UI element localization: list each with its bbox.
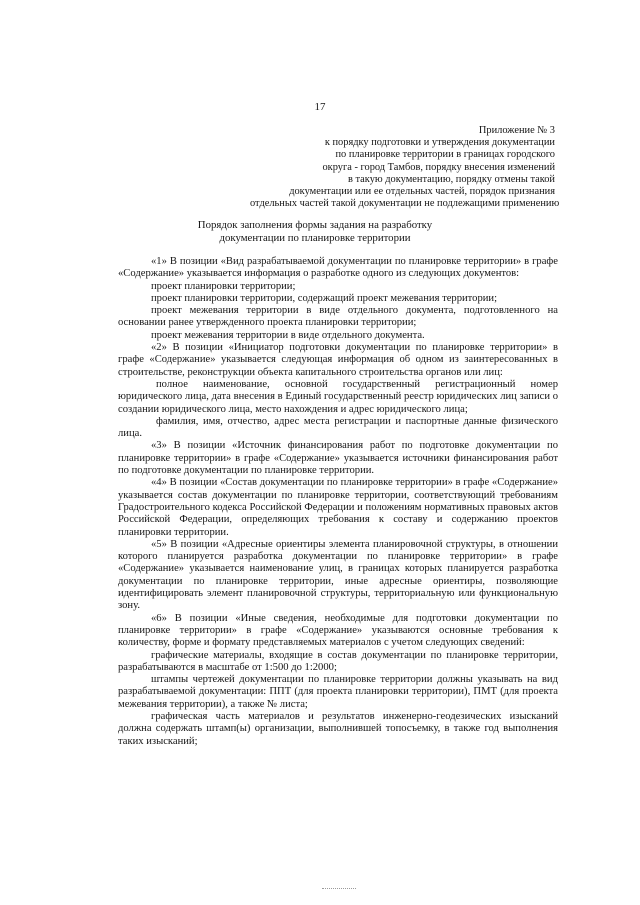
paragraph: «3» В позиции «Источник финансирования работ по подготовке документации по планировке территории» в графе «Содержание» указывается источники финансирования работ по подготовке документации по планировке территории. bbox=[118, 440, 558, 477]
paragraph: проект межевания территории в виде отдельного документа. bbox=[151, 329, 425, 341]
document-body bbox=[118, 256, 558, 748]
paragraph: полное наименование, основной государственный регистрационный номер юридического лица, дата внесения в Единый государственный реестр юридических лиц записи о создании юридического лица, место нахождения и адрес юридического лица; bbox=[118, 378, 558, 415]
paragraph: «1» В позиции «Вид разрабатываемой документации по планировке территории» в графе «Содержание» указывается информация о разработке одного из следующих документов: bbox=[118, 256, 558, 280]
appendix-line: Приложение № 3 bbox=[478, 125, 555, 136]
appendix-line: в такую документацию, порядку отмены такой bbox=[348, 173, 555, 185]
paragraph: «5» В позиции «Адресные ориентиры элемента планировочной структуры, в отношении которого планируется разработка документации по планировке территории» в графе «Содержание» указывается наименование улиц, в границах которых планируется разработка документации по планировке территории, иные адресные ориентиры, позволяющие идентифицировать элемент планировочной структуры, территориальную или функциональную зону. bbox=[118, 538, 558, 612]
scan-artifact bbox=[322, 888, 356, 891]
appendix-line: отдельных частей такой документации не подлежащими применению bbox=[250, 198, 560, 210]
page-number: 17 bbox=[314, 101, 326, 113]
paragraph: фамилия, имя, отчество, адрес места регистрации и паспортные данные физического лица. bbox=[118, 415, 558, 440]
paragraph: проект межевания территории в виде отдельного документа, подготовленного на основании ранее утвержденного проекта планировки территории; bbox=[118, 305, 558, 329]
appendix-line: округа - город Тамбов, порядку внесения изменений bbox=[322, 161, 555, 173]
appendix-line: по планировке территории в границах городского bbox=[335, 149, 555, 161]
title-line: Порядок заполнения формы задания на разработку bbox=[197, 219, 433, 231]
paragraph: графические материалы, входящие в состав документации по планировке территории, разрабатываются в масштабе от 1:500 до 1:2000; bbox=[118, 649, 558, 673]
appendix-line: документации или ее отдельных частей, порядок признания bbox=[289, 186, 555, 198]
document-title bbox=[150, 219, 480, 244]
appendix-line: к порядку подготовки и утверждения документации bbox=[324, 137, 555, 149]
paragraph: «4» В позиции «Состав документации по планировке территории» в графе «Содержание» указывается состав документации по планировке территории, соответствующий требованиям Градостроительного кодекса Российской Федерации и положениям нормативных правовых актов Российской Федерации, определяющих требования к составу и содержанию проектов планировки территории. bbox=[118, 477, 558, 538]
paragraph: штампы чертежей документации по планировке территории должны указывать на вид разрабатываемой документации: ППТ (для проекта планировки территории), ПМТ (для проекта межевания территории), а также № листа; bbox=[118, 674, 558, 710]
paragraph: «6» В позиции «Иные сведения, необходимые для подготовки документации по планировке территории» в графе «Содержание» указываются основные требования к количеству, форме и формату представляемых материалов с учетом следующих сведений: bbox=[118, 612, 558, 649]
paragraph: «2» В позиции «Инициатор подготовки документации по планировке территории» в графе «Содержание» указывается следующая информация об одном из заинтересованных в строительстве, реконструкции объекта капитального строительства органов или лиц: bbox=[118, 342, 558, 378]
paragraph: проект планировки территории; bbox=[151, 280, 296, 292]
title-line: документации по планировке территории bbox=[219, 231, 411, 244]
appendix-header bbox=[250, 125, 560, 210]
paragraph: проект планировки территории, содержащий проект межевания территории; bbox=[151, 292, 498, 304]
paragraph: графическая часть материалов и результатов инженерно-геодезических изысканий должна содержать штамп(ы) организации, выполнившей топосъемку, в также год выполнения таких изысканий; bbox=[118, 710, 558, 747]
